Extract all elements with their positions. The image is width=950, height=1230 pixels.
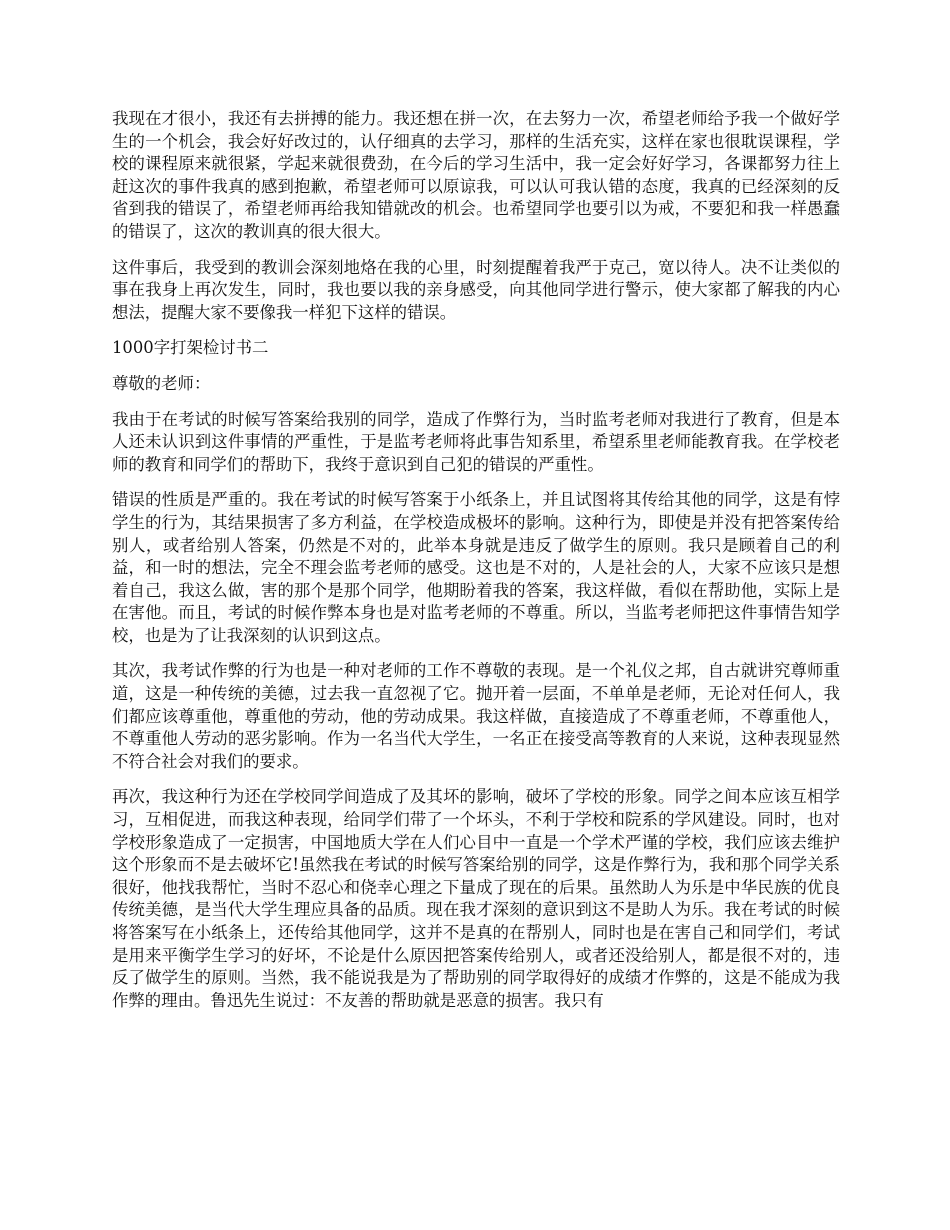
paragraph-5: 其次，我考试作弊的行为也是一种对老师的工作不尊敬的表现。是一个礼仪之邦，自古就讲究尊师重道，这是一种传统的美德，过去我一直忽视了它。抛开着一层面，不单单是老师，无论对任何人，我们都应该尊重他，尊重他的劳动，他的劳动成果。我这样做，直接造成了不尊重老师，不尊重他人，不尊重他人劳动的恶劣影响。作为一名当代大学生，一名正在接受高等教育的人来说，这种表现显然不符合社会对我们的要求。 bbox=[112, 661, 840, 771]
paragraph-4: 错误的性质是严重的。我在考试的时候写答案于小纸条上，并且试图将其传给其他的同学，这是有悖学生的行为，其结果损害了多方利益，在学校造成极坏的影响。这种行为，即使是并没有把答案传给别人，或者给别人答案，仍然是不对的，此举本身就是违反了做学生的原则。我只是顾着自己的利益，和一时的想法，完全不理会监考老师的感受。这也是不对的，人是社会的人，大家不应该只是想着自己，我这么做，害的那个是那个同学，他期盼着我的答案，我这样做，看似在帮助他，实际上是在害他。而且，考试的时候作弊本身也是对监考老师的不尊重。所以，当监考老师把这件事情告知学校，也是为了让我深刻的认识到这点。 bbox=[112, 490, 840, 645]
paragraph-3: 我由于在考试的时候写答案给我别的同学，造成了作弊行为，当时监考老师对我进行了教育，但是本人还未认识到这件事情的严重性，于是监考老师将此事告知系里，希望系里老师能教育我。在学校老师的教育和同学们的帮助下，我终于意识到自己犯的错误的严重性。 bbox=[112, 409, 840, 474]
paragraph-2: 这件事后，我受到的教训会深刻地烙在我的心里，时刻提醒着我严于克己，宽以待人。决不让类似的事在我身上再次发生，同时，我也要以我的亲身感受，向其他同学进行警示，使大家都了解我的内心想法，提醒大家不要像我一样犯下这样的错误。 bbox=[112, 257, 840, 322]
document-body bbox=[112, 108, 840, 1025]
paragraph-6: 再次，我这种行为还在学校同学间造成了及其坏的影响，破坏了学校的形象。同学之间本应该互相学习，互相促进，而我这种表现，给同学们带了一个坏头，不利于学校和院系的学风建设。同时，也对学校形象造成了一定损害，中国地质大学在人们心目中一直是一个学术严谨的学校，我们应该去维护这个形象而不是去破坏它!虽然我在考试的时候写答案给别的同学，这是作弊行为，我和那个同学关系很好，他找我帮忙，当时不忍心和侥幸心理之下量成了现在的后果。虽然助人为乐是中华民族的优良传统美德，是当代大学生理应具备的品质。现在我才深刻的意识到这不是助人为乐。我在考试的时候将答案写在小纸条上，还传给其他同学，这并不是真的在帮别人，同时也是在害自己和同学们，考试是用来平衡学生学习的好坏，不论是什么原因把答案传给别人，或者还没给别人，都是很不对的，违反了做学生的原则。当然，我不能说我是为了帮助别的同学取得好的成绩才作弊的，这是不能成为我作弊的理由。鲁迅先生说过：不友善的帮助就是恶意的损害。我只有 bbox=[112, 787, 840, 1010]
paragraph-1: 我现在才很小，我还有去拼搏的能力。我还想在拼一次，在去努力一次，希望老师给予我一个做好学生的一个机会，我会好好改过的，认仔细真的去学习，那样的生活充实，这样在家也很耽误课程，学校的课程原来就很紧，学起来就很费劲，在今后的学习生活中，我一定会好好学习，各课都努力往上赶这次的事件我真的感到抱歉，希望老师可以原谅我，可以认可我认错的态度，我真的已经深刻的反省到我的错误了，希望老师再给我知错就改的机会。也希望同学也要引以为戒，不要犯和我一样愚蠢的错误了，这次的教训真的很大很大。 bbox=[112, 109, 840, 241]
salutation: 尊敬的老师： bbox=[112, 373, 211, 393]
section-title: 1000字打架检讨书二 bbox=[112, 338, 269, 358]
